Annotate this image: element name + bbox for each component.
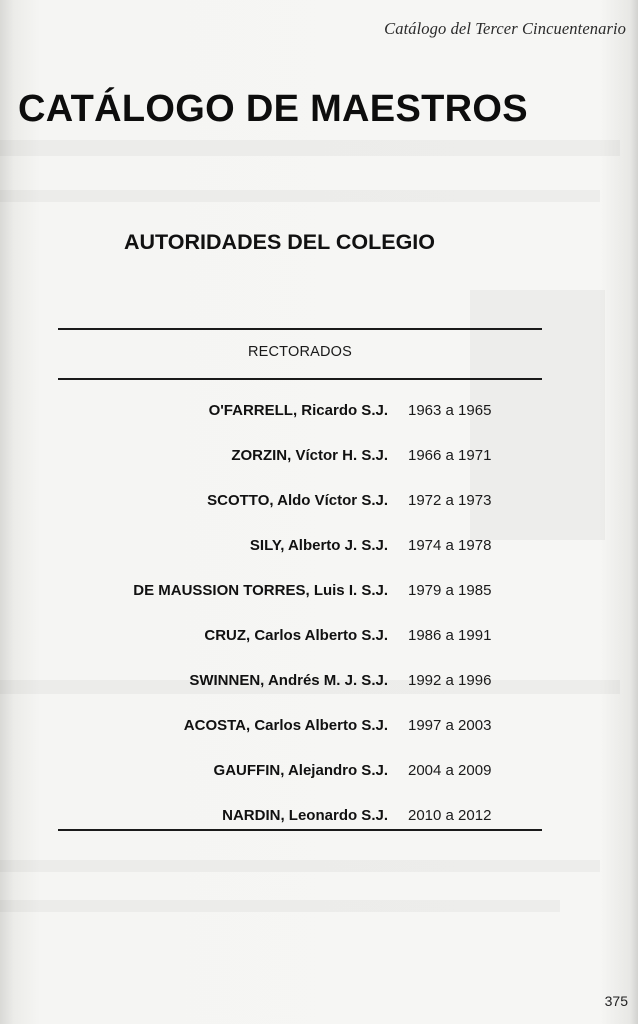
bleed-through-band: [0, 140, 620, 156]
section-title: AUTORIDADES DEL COLEGIO: [124, 230, 435, 254]
rector-name: GAUFFIN, Alejandro S.J.: [213, 762, 388, 779]
rector-years: 1966 a 1971: [408, 447, 492, 464]
rector-name: O'FARRELL, Ricardo S.J.: [208, 402, 388, 419]
list-item: [58, 658, 542, 703]
divider-middle: [58, 378, 542, 380]
rector-years: 1979 a 1985: [408, 582, 492, 599]
rector-name: SCOTTO, Aldo Víctor S.J.: [207, 492, 388, 509]
bleed-through-band: [0, 190, 600, 202]
rector-years: 1992 a 1996: [408, 672, 492, 689]
list-item: [58, 703, 542, 748]
rector-years: 2010 a 2012: [408, 807, 492, 824]
rector-years: 1974 a 1978: [408, 537, 492, 554]
rector-name: SWINNEN, Andrés M. J. S.J.: [189, 672, 388, 689]
list-item: [58, 523, 542, 568]
list-item: [58, 388, 542, 433]
running-header: Catálogo del Tercer Cincuentenario: [384, 19, 626, 38]
divider-top: [58, 328, 542, 330]
rector-years: 1972 a 1973: [408, 492, 492, 509]
rector-name: SILY, Alberto J. S.J.: [249, 537, 388, 554]
divider-bottom: [58, 829, 542, 831]
rector-years: 1986 a 1991: [408, 627, 492, 644]
rector-name: NARDIN, Leonardo S.J.: [222, 807, 388, 824]
rector-name: DE MAUSSION TORRES, Luis I. S.J.: [133, 582, 388, 599]
list-item: [58, 478, 542, 523]
list-item: [58, 793, 542, 838]
list-item: [58, 433, 542, 478]
list-item: [58, 568, 542, 613]
rector-name: CRUZ, Carlos Alberto S.J.: [204, 627, 388, 644]
rector-years: 1963 a 1965: [408, 402, 492, 419]
list-item: [58, 748, 542, 793]
bleed-through-band: [0, 860, 600, 872]
list-item: [58, 613, 542, 658]
rector-name: ZORZIN, Víctor H. S.J.: [231, 447, 388, 464]
rector-name: ACOSTA, Carlos Alberto S.J.: [183, 717, 388, 734]
rector-years: 2004 a 2009: [408, 762, 492, 779]
page-title: CATÁLOGO DE MAESTROS: [18, 88, 528, 130]
rector-list: [58, 388, 542, 838]
page-edge-shadow: [630, 0, 638, 1024]
bleed-through-band: [0, 900, 560, 912]
rector-years: 1997 a 2003: [408, 717, 492, 734]
list-subheading: RECTORADOS: [247, 344, 353, 360]
page-number: 375: [604, 993, 628, 1009]
